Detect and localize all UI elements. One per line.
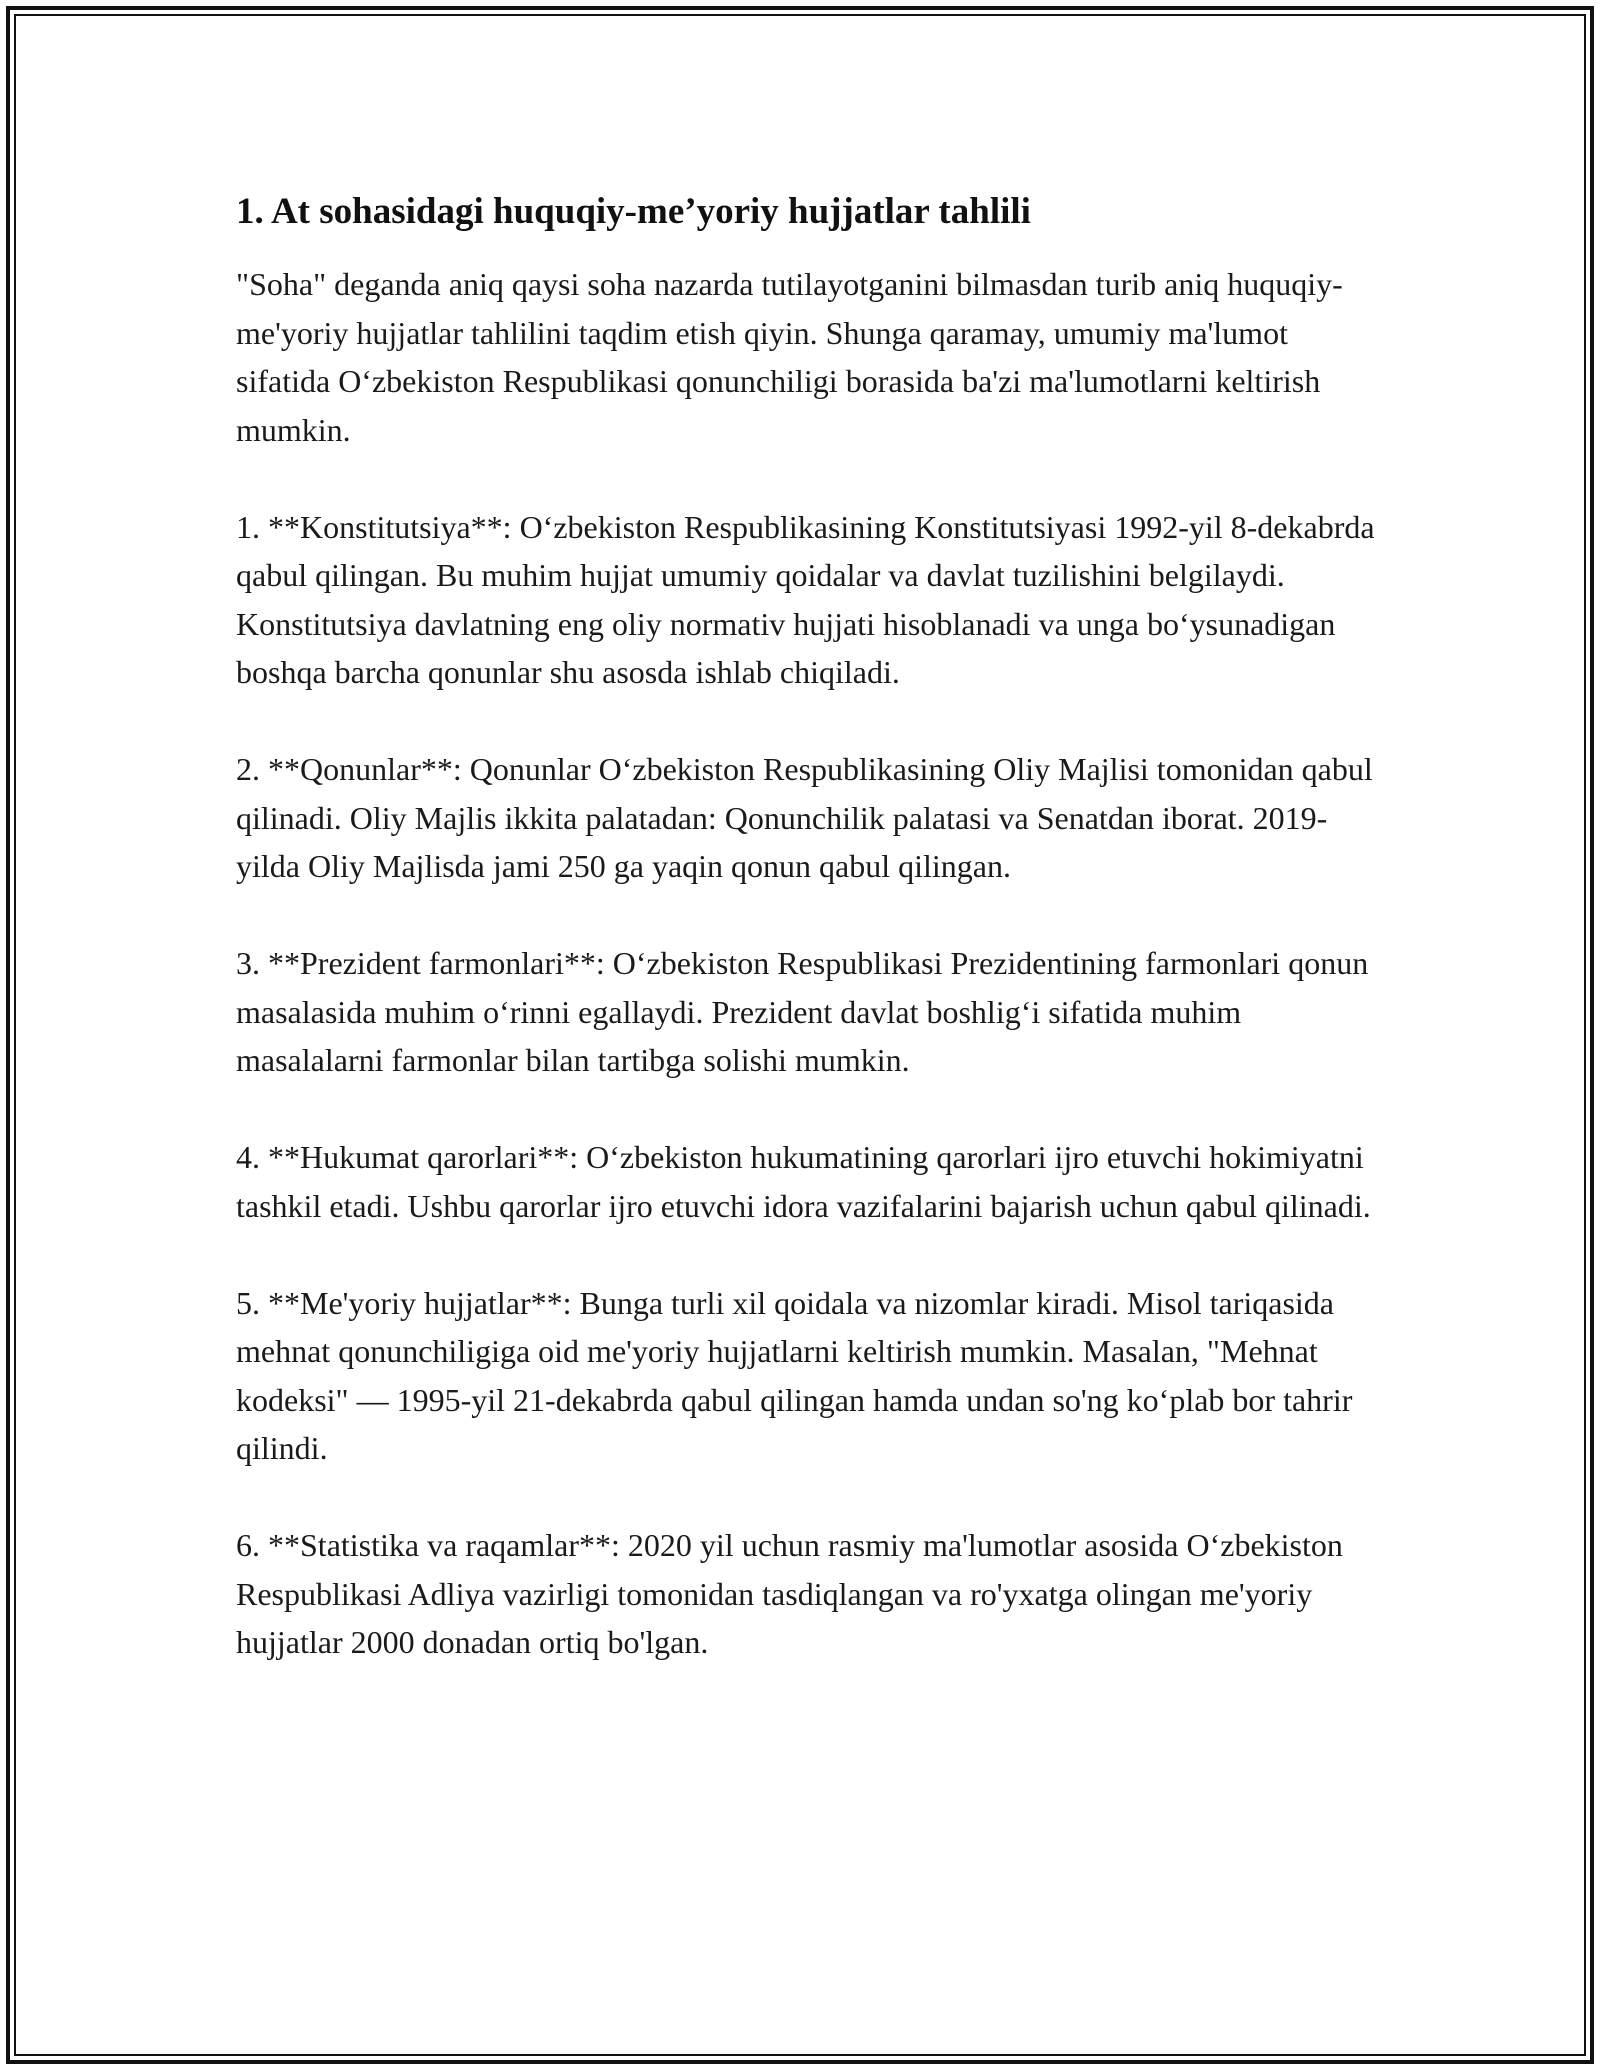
document-title: 1. At sohasidagi huquqiy-me’yoriy hujjatlar tahlili [236, 191, 1031, 232]
document-body [236, 186, 1376, 1715]
paragraph-statistika: 6. **Statistika va raqamlar**: 2020 yil uchun rasmiy ma'lumotlar asosida O‘zbekiston Respublikasi Adliya vazirligi tomonidan tasdiqlangan va ro'yxatga olingan me'yoriy hujjatlar 2000 donadan ortiq bo'lgan. [236, 1527, 1343, 1660]
paragraph-prezident-farmonlari: 3. **Prezident farmonlari**: O‘zbekiston Respublikasi Prezidentining farmonlari qonun masalasida muhim o‘rinni egallaydi. Prezident davlat boshlig‘i sifatida muhim masalalarni farmonlar bilan tartibga solishi mumkin. [236, 945, 1369, 1078]
paragraph-qonunlar: 2. **Qonunlar**: Qonunlar O‘zbekiston Respublikasining Oliy Majlisi tomonidan qabul qilinadi. Oliy Majlis ikkita palatadan: Qonunchilik palatasi va Senatdan iborat. 2019-yilda Oliy Majlisda jami 250 ga yaqin qonun qabul qilingan. [236, 751, 1373, 884]
paragraph-intro: "Soha" deganda aniq qaysi soha nazarda tutilayotganini bilmasdan turib aniq huquqiy-me'yoriy hujjatlar tahlilini taqdim etish qiyin. Shunga qaramay, umumiy ma'lumot sifatida O‘zbekiston Respublikasi qonunchiligi borasida ba'zi ma'lumotlarni keltirish mumkin. [236, 266, 1343, 448]
paragraph-hukumat-qarorlari: 4. **Hukumat qarorlari**: O‘zbekiston hukumatining qarorlari ijro etuvchi hokimiyatni tashkil etadi. Ushbu qarorlar ijro etuvchi idora vazifalarini bajarish uchun qabul qilinadi. [236, 1139, 1371, 1224]
paragraph-konstitutsiya: 1. **Konstitutsiya**: O‘zbekiston Respublikasining Konstitutsiyasi 1992-yil 8-dekabrda qabul qilingan. Bu muhim hujjat umumiy qoidalar va davlat tuzilishini belgilaydi. Konstitutsiya davlatning eng oliy normativ hujjati hisoblanadi va unga bo‘ysunadigan boshqa barcha qonunlar shu asosda ishlab chiqiladi. [236, 508, 1375, 690]
paragraph-meyoriy-hujjatlar: 5. **Me'yoriy hujjatlar**: Bunga turli xil qoidala va nizomlar kiradi. Misol tariqasida mehnat qonunchiligiga oid me'yoriy hujjatlarni keltirish mumkin. Masalan, "Mehnat kodeksi" — 1995-yil 21-dekabrda qabul qilingan hamda undan so'ng ko‘plab bor tahrir qilindi. [236, 1284, 1353, 1466]
